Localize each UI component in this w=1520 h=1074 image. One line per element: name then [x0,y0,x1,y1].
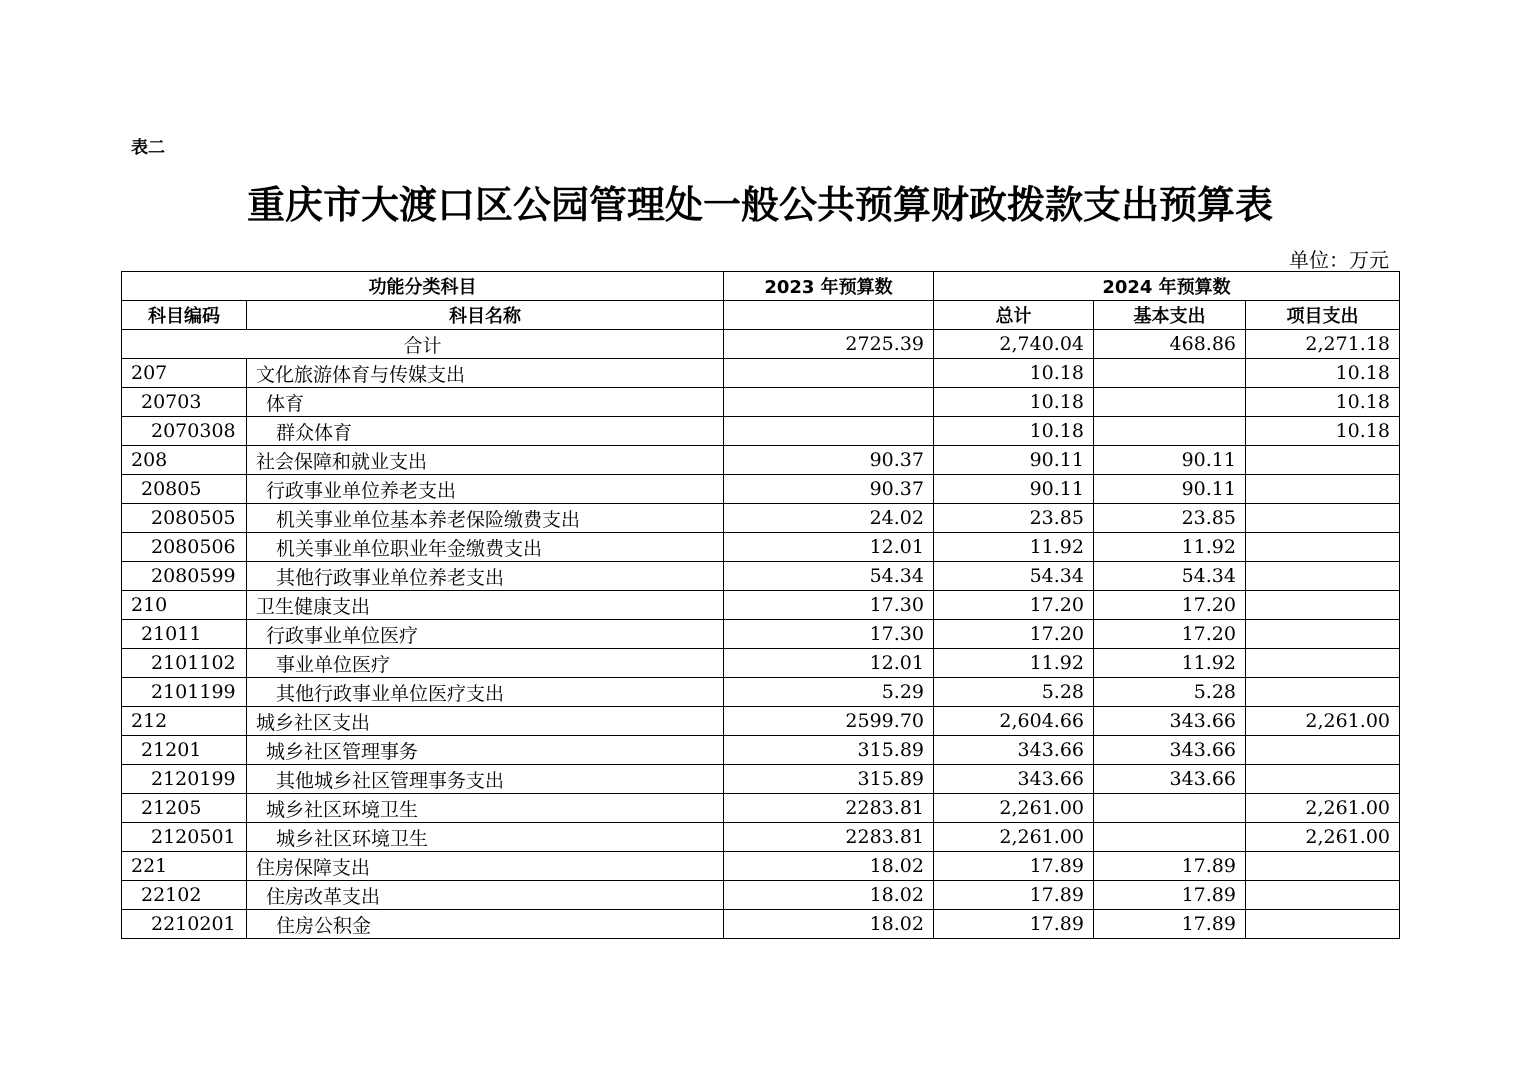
row-name: 城乡社区支出 [247,707,724,736]
row-project [1246,620,1400,649]
row-total: 2,604.66 [934,707,1094,736]
row-basic: 54.34 [1094,562,1246,591]
row-basic: 5.28 [1094,678,1246,707]
row-project: 2,261.00 [1246,823,1400,852]
table-row [122,881,1400,910]
table-row [122,910,1400,939]
table-row [122,504,1400,533]
row-project [1246,591,1400,620]
row-code: 20703 [122,388,247,417]
table-row [122,707,1400,736]
row-budget-2023: 90.37 [724,446,934,475]
row-project [1246,649,1400,678]
row-project: 10.18 [1246,388,1400,417]
row-budget-2023: 2283.81 [724,794,934,823]
row-code: 207 [122,359,247,388]
table-row [122,591,1400,620]
row-name: 其他城乡社区管理事务支出 [247,765,724,794]
document-title: 重庆市大渡口区公园管理处一般公共预算财政拨款支出预算表 [246,182,1273,227]
row-code: 2080505 [122,504,247,533]
row-name: 城乡社区管理事务 [247,736,724,765]
header-row-1 [122,272,1400,301]
row-code: 2080506 [122,533,247,562]
row-total: 17.89 [934,910,1094,939]
row-basic: 17.89 [1094,910,1246,939]
row-basic: 343.66 [1094,765,1246,794]
row-code: 2210201 [122,910,247,939]
row-budget-2023: 2283.81 [724,823,934,852]
table-row [122,678,1400,707]
row-total: 17.20 [934,591,1094,620]
row-project [1246,504,1400,533]
row-code: 212 [122,707,247,736]
row-basic: 343.66 [1094,736,1246,765]
row-code: 21205 [122,794,247,823]
row-total: 54.34 [934,562,1094,591]
row-name: 行政事业单位养老支出 [247,475,724,504]
row-project [1246,881,1400,910]
header-project: 项目支出 [1246,301,1400,330]
row-name: 住房保障支出 [247,852,724,881]
table-label: 表二 [131,138,165,158]
row-project: 2,261.00 [1246,794,1400,823]
row-code: 20805 [122,475,247,504]
row-basic: 11.92 [1094,533,1246,562]
row-project [1246,475,1400,504]
header-budget-2023-empty [724,301,934,330]
row-name: 住房改革支出 [247,881,724,910]
row-budget-2023: 17.30 [724,620,934,649]
row-name: 城乡社区环境卫生 [247,823,724,852]
row-budget-2023: 315.89 [724,765,934,794]
row-code: 2101102 [122,649,247,678]
table-row [122,794,1400,823]
row-total: 90.11 [934,475,1094,504]
table-body [122,330,1400,939]
row-basic: 17.89 [1094,881,1246,910]
row-total: 11.92 [934,649,1094,678]
row-budget-2023: 18.02 [724,881,934,910]
row-project [1246,736,1400,765]
row-budget-2023: 5.29 [724,678,934,707]
row-name: 城乡社区环境卫生 [247,794,724,823]
row-budget-2023 [724,359,934,388]
row-project [1246,446,1400,475]
table-row [122,765,1400,794]
row-total: 343.66 [934,736,1094,765]
header-row-2 [122,301,1400,330]
table-row [122,533,1400,562]
row-budget-2023: 315.89 [724,736,934,765]
row-project: 10.18 [1246,359,1400,388]
table-row [122,852,1400,881]
row-code: 2120501 [122,823,247,852]
row-basic: 11.92 [1094,649,1246,678]
row-project [1246,852,1400,881]
table-row [122,359,1400,388]
row-total: 17.89 [934,881,1094,910]
total-row [122,330,1400,359]
header-name: 科目名称 [247,301,724,330]
table-row [122,562,1400,591]
row-total: 90.11 [934,446,1094,475]
row-project [1246,765,1400,794]
row-code: 2120199 [122,765,247,794]
row-name: 行政事业单位医疗 [247,620,724,649]
header-basic: 基本支出 [1094,301,1246,330]
row-name: 住房公积金 [247,910,724,939]
total-budget-2023: 2725.39 [724,330,934,359]
row-code: 2070308 [122,417,247,446]
row-basic: 17.20 [1094,620,1246,649]
row-basic [1094,823,1246,852]
total-label: 合计 [122,330,724,359]
header-function-category: 功能分类科目 [122,272,724,301]
row-name: 社会保障和就业支出 [247,446,724,475]
row-total: 2,261.00 [934,794,1094,823]
total-project: 2,271.18 [1246,330,1400,359]
row-budget-2023: 12.01 [724,533,934,562]
row-name: 机关事业单位基本养老保险缴费支出 [247,504,724,533]
row-code: 2101199 [122,678,247,707]
row-total: 17.20 [934,620,1094,649]
row-basic: 23.85 [1094,504,1246,533]
row-budget-2023: 90.37 [724,475,934,504]
budget-table [121,271,1400,939]
row-budget-2023: 2599.70 [724,707,934,736]
row-name: 事业单位医疗 [247,649,724,678]
row-budget-2023 [724,388,934,417]
row-project [1246,910,1400,939]
row-name: 机关事业单位职业年金缴费支出 [247,533,724,562]
row-budget-2023: 54.34 [724,562,934,591]
row-total: 10.18 [934,388,1094,417]
row-name: 群众体育 [247,417,724,446]
row-code: 221 [122,852,247,881]
header-budget-2024: 2024 年预算数 [934,272,1400,301]
row-code: 21011 [122,620,247,649]
row-project [1246,562,1400,591]
row-budget-2023: 17.30 [724,591,934,620]
row-project: 2,261.00 [1246,707,1400,736]
row-project [1246,533,1400,562]
row-total: 5.28 [934,678,1094,707]
row-basic [1094,388,1246,417]
table-row [122,620,1400,649]
row-basic: 90.11 [1094,446,1246,475]
table-row [122,475,1400,504]
row-basic [1094,794,1246,823]
table-row [122,736,1400,765]
row-code: 208 [122,446,247,475]
table-row [122,649,1400,678]
total-total: 2,740.04 [934,330,1094,359]
row-code: 22102 [122,881,247,910]
row-budget-2023: 18.02 [724,910,934,939]
table-row [122,388,1400,417]
unit-note: 单位：万元 [1289,248,1389,272]
row-basic: 17.89 [1094,852,1246,881]
row-total: 17.89 [934,852,1094,881]
row-total: 10.18 [934,359,1094,388]
row-basic: 343.66 [1094,707,1246,736]
header-total: 总计 [934,301,1094,330]
row-basic: 90.11 [1094,475,1246,504]
row-total: 343.66 [934,765,1094,794]
header-code: 科目编码 [122,301,247,330]
row-total: 2,261.00 [934,823,1094,852]
row-name: 体育 [247,388,724,417]
row-name: 卫生健康支出 [247,591,724,620]
row-name: 其他行政事业单位养老支出 [247,562,724,591]
row-total: 10.18 [934,417,1094,446]
row-budget-2023: 24.02 [724,504,934,533]
row-budget-2023: 12.01 [724,649,934,678]
row-project [1246,678,1400,707]
row-budget-2023: 18.02 [724,852,934,881]
table-row [122,823,1400,852]
row-budget-2023 [724,417,934,446]
header-budget-2023: 2023 年预算数 [724,272,934,301]
table-row [122,446,1400,475]
row-name: 文化旅游体育与传媒支出 [247,359,724,388]
row-basic [1094,417,1246,446]
row-total: 11.92 [934,533,1094,562]
table-row [122,417,1400,446]
row-code: 2080599 [122,562,247,591]
row-code: 21201 [122,736,247,765]
row-project: 10.18 [1246,417,1400,446]
row-basic: 17.20 [1094,591,1246,620]
row-code: 210 [122,591,247,620]
row-total: 23.85 [934,504,1094,533]
row-basic [1094,359,1246,388]
row-name: 其他行政事业单位医疗支出 [247,678,724,707]
total-basic: 468.86 [1094,330,1246,359]
